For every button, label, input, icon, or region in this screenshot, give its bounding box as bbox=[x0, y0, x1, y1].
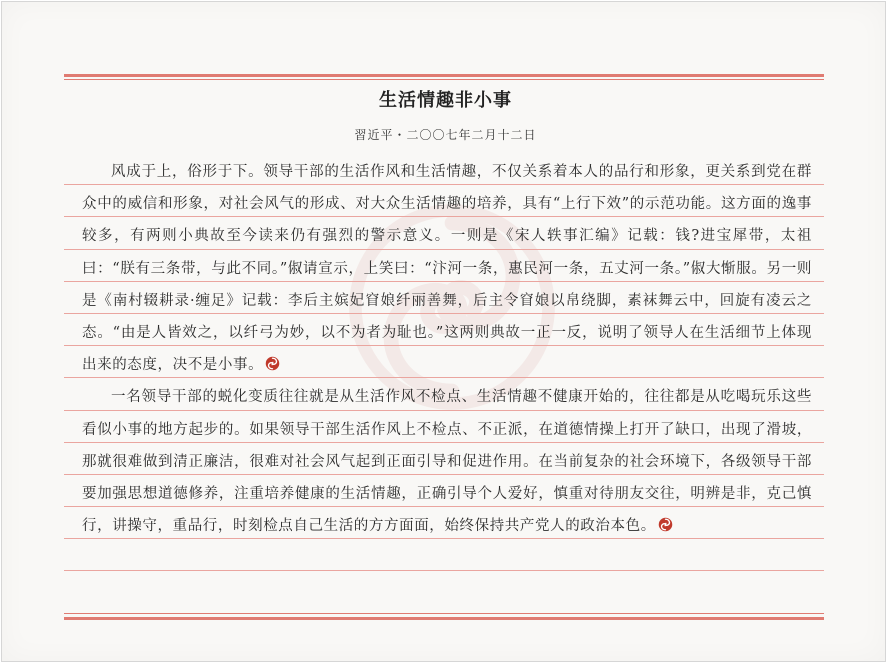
top-rule-thick bbox=[64, 74, 824, 77]
paragraph bbox=[82, 156, 812, 381]
article-byline: 習近平・二〇〇七年二月十二日 bbox=[354, 128, 537, 142]
ruled-line bbox=[64, 539, 824, 571]
red-swirl-icon bbox=[265, 356, 280, 371]
bottom-rule-thin bbox=[64, 613, 824, 614]
paragraph bbox=[82, 381, 812, 542]
article-body bbox=[82, 156, 812, 542]
top-rule-thin bbox=[64, 79, 824, 80]
bottom-rule-thick bbox=[64, 617, 824, 620]
paper-sheet bbox=[1, 1, 886, 662]
paragraph-text: 一名领导干部的蜕化变质往往就是从生活作风不检点、生活情趣不健康开始的，往往都是从吃喝玩乐这些看似小事的地方起步的。如果领导干部生活作风上不检点、不正派，在道德情操上打开了缺口，出现了滑坡，那就很难做到清正廉洁，很难对社会风气起到正面引导和促进作用。在当前复杂的社会环境下，各级领导干部要加强思想道德修养，注重培养健康的生活情趣，正确引导个人爱好，慎重对待朋友交往，明辨是非，克己慎行，讲操守，重品行，时刻检点自己生活的方方面面，始终保持共产党人的政治本色。 bbox=[82, 389, 812, 535]
paragraph-text: 风成于上，俗形于下。领导干部的生活作风和生活情趣，不仅关系着本人的品行和形象，更关系到党在群众中的威信和形象，对社会风气的形成、对大众生活情趣的培养，具有“上行下效”的示范功能。这方面的逸事较多，有两则小典故至今读来仍有强烈的警示意义。一则是《宋人轶事汇编》记载：钱?进宝犀带，太祖曰：“朕有三条带，与此不同。”俶请宣示，上笑曰：“汴河一条，惠民河一条，五丈河一条。”俶大惭服。另一则是《南村辍耕录·缠足》记载：李后主嫔妃窅娘纤丽善舞，后主令窅娘以帛绕脚，素袜舞云中，回旋有凌云之态。“由是人皆效之，以纤弓为妙，以不为者为耻也。”这两则典故一正一反，说明了领导人在生活细节上体现出来的态度，决不是小事。 bbox=[82, 164, 812, 374]
red-swirl-icon bbox=[658, 517, 673, 532]
article-title: 生活情趣非小事 bbox=[379, 90, 512, 111]
